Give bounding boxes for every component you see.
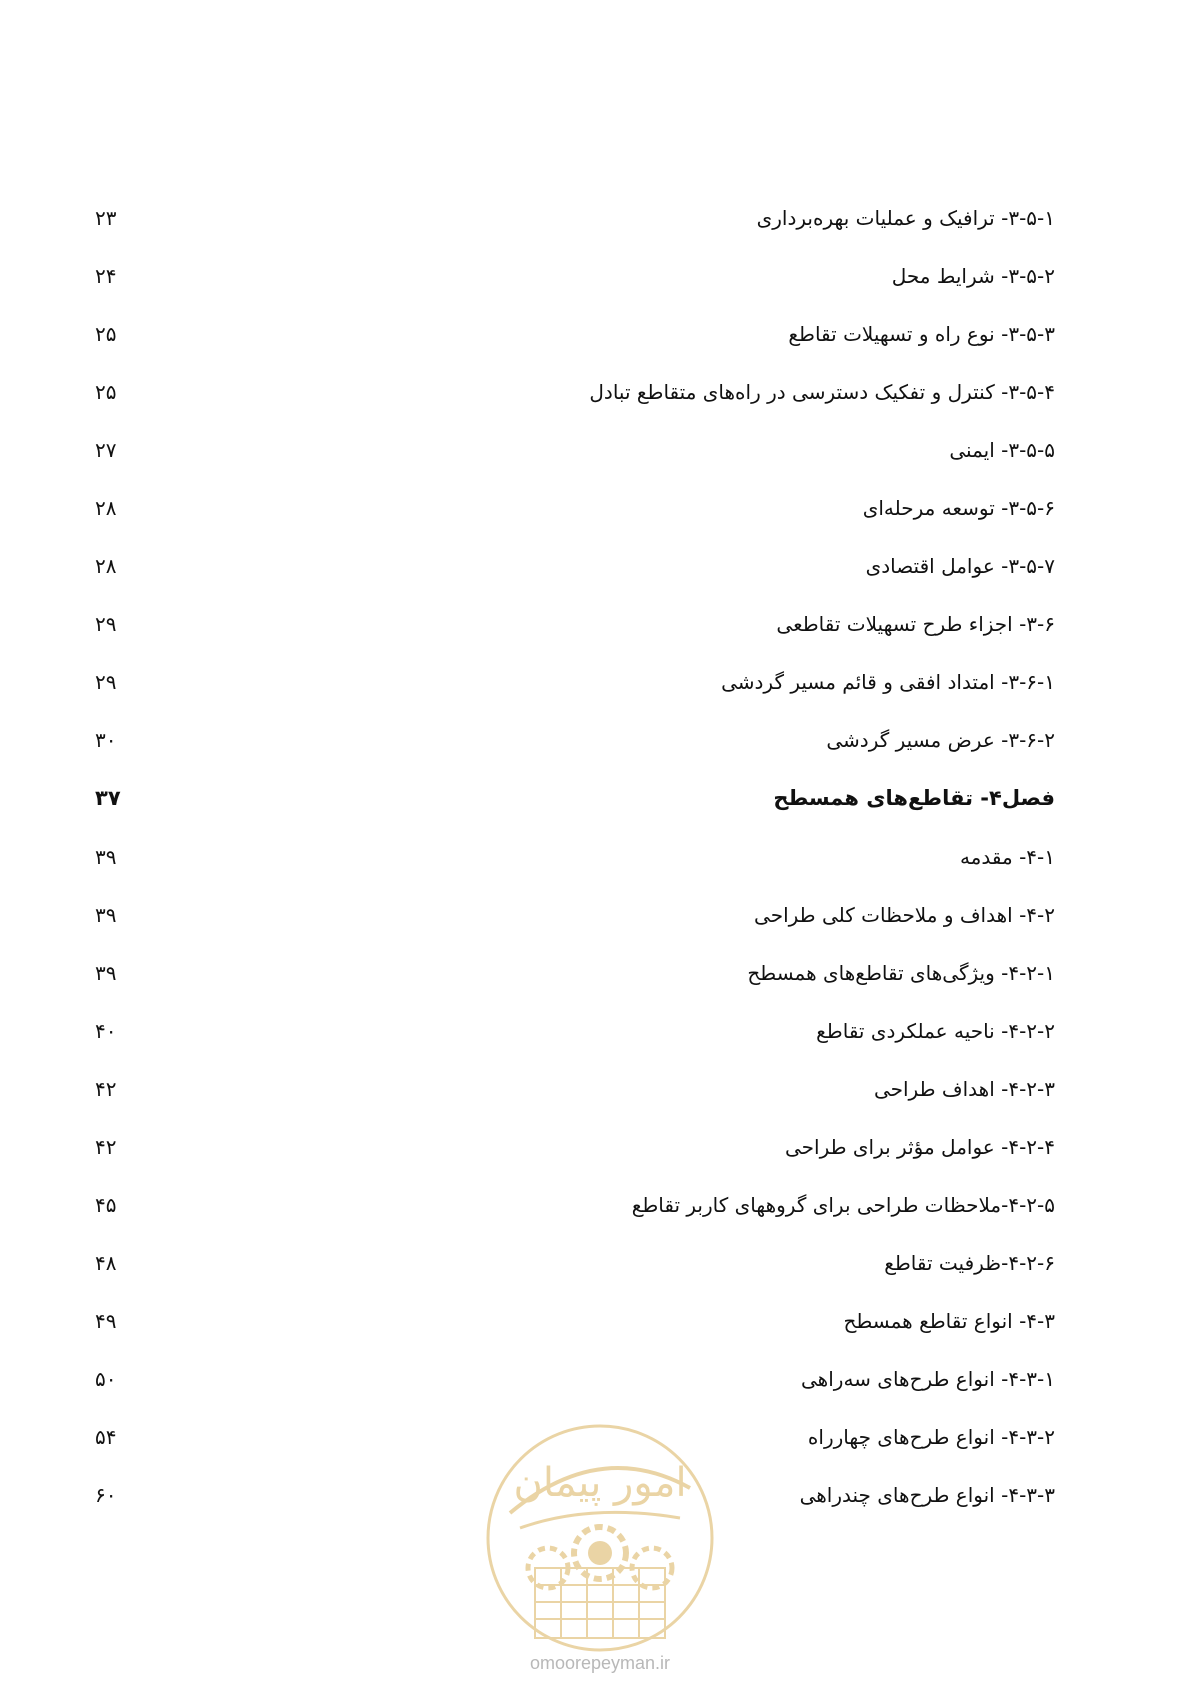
toc-entry-page-number: ۳۹ <box>95 960 117 985</box>
toc-row <box>95 960 1055 1018</box>
toc-entry-page-number: ۲۸ <box>95 554 117 579</box>
toc-entry-title: ۳-۵-۵- ایمنی <box>949 438 1055 463</box>
toc-entry-title: ۴-۲-۶-ظرفیت تقاطع <box>884 1250 1055 1275</box>
toc-entry-title: ۳-۶- اجزاء طرح تسهیلات تقاطعی <box>776 612 1055 637</box>
toc-row <box>95 1250 1055 1308</box>
toc-entry-title: ۳-۶-۲- عرض مسیر گردشی <box>826 728 1055 753</box>
toc-entry-title: ۴-۱- مقدمه <box>959 844 1055 869</box>
toc-entry-page-number: ۴۲ <box>95 1134 117 1159</box>
toc-row <box>95 1018 1055 1076</box>
toc-entry-page-number: ۴۹ <box>95 1308 117 1333</box>
toc-row <box>95 321 1055 379</box>
toc-row <box>95 437 1055 495</box>
toc-row <box>95 1308 1055 1366</box>
watermark-url: omoorepeyman.ir <box>529 1653 671 1673</box>
toc-entry-title: ۴-۲-۴- عوامل مؤثر برای طراحی <box>784 1134 1055 1159</box>
toc-row <box>95 379 1055 437</box>
toc-entry-title: ۴-۲-۱- ویژگی‌های تقاطع‌های همسطح <box>747 960 1055 985</box>
toc-entry-page-number: ۳۷ <box>95 786 121 811</box>
toc-entry-title: ۳-۵-۳- نوع راه و تسهیلات تقاطع <box>788 322 1055 347</box>
table-of-contents <box>95 205 1055 1540</box>
toc-entry-title: ۴-۲-۲- ناحیه عملکردی تقاطع <box>816 1018 1055 1043</box>
toc-entry-title: ۳-۵-۱- ترافیک و عملیات بهره‌برداری <box>756 206 1055 230</box>
watermark-logo <box>480 1418 720 1658</box>
toc-entry-page-number: ۲۴ <box>95 264 117 289</box>
toc-entry-page-number: ۵۴ <box>95 1424 117 1449</box>
toc-entry-page-number: ۳۹ <box>95 844 117 869</box>
toc-row <box>95 495 1055 553</box>
toc-entry-title: ۳-۵-۶- توسعه مرحله‌ای <box>862 496 1055 521</box>
toc-entry-title: ۴-۳-۳- انواع طرح‌های چندراهی <box>799 1483 1055 1508</box>
toc-entry-page-number: ۲۹ <box>95 612 117 637</box>
toc-entry-page-number: ۲۸ <box>95 496 117 521</box>
toc-row <box>95 669 1055 727</box>
toc-entry-page-number: ۲۹ <box>95 670 117 695</box>
toc-entry-page-number: ۲۵ <box>95 322 117 347</box>
toc-entry-page-number: ۲۷ <box>95 438 117 463</box>
toc-row <box>95 1134 1055 1192</box>
toc-entry-page-number: ۲۵ <box>95 380 117 405</box>
toc-row <box>95 1366 1055 1424</box>
toc-row <box>95 1192 1055 1250</box>
toc-row <box>95 1076 1055 1134</box>
toc-entry-title: ۳-۵-۴- کنترل و تفکیک دسترسی در راه‌های متقاطع تبادل <box>589 380 1055 405</box>
toc-entry-page-number: ۶۰ <box>95 1483 117 1508</box>
toc-entry-page-number: ۴۲ <box>95 1076 117 1101</box>
toc-row <box>95 844 1055 902</box>
toc-row <box>95 611 1055 669</box>
toc-entry-title: ۴-۳-۲- انواع طرح‌های چهارراه <box>807 1424 1055 1449</box>
toc-entry-title: ۴-۳-۱- انواع طرح‌های سه‌راهی <box>801 1366 1055 1391</box>
toc-entry-title: فصل۴- تقاطع‌های همسطح <box>773 786 1055 811</box>
svg-text:امور پیمان: امور پیمان <box>513 1460 687 1506</box>
toc-entry-page-number: ۴۰ <box>95 1018 117 1043</box>
toc-entry-title: ۴-۲-۵-ملاحظات طراحی برای گروههای کاربر تقاطع <box>631 1192 1055 1217</box>
toc-entry-page-number: ۵۰ <box>95 1366 117 1391</box>
toc-chapter-row <box>95 785 1055 843</box>
toc-row <box>95 727 1055 785</box>
toc-entry-title: ۴-۲-۳- اهداف طراحی <box>873 1076 1055 1101</box>
toc-entry-title: ۳-۶-۱- امتداد افقی و قائم مسیر گردشی <box>721 670 1055 695</box>
toc-entry-page-number: ۴۵ <box>95 1192 117 1217</box>
toc-entry-title: ۴-۲- اهداف و ملاحظات کلی طراحی <box>754 902 1055 927</box>
toc-row <box>95 205 1055 263</box>
toc-entry-page-number: ۳۹ <box>95 902 117 927</box>
toc-entry-title: ۳-۵-۲- شرایط محل <box>891 264 1055 289</box>
toc-entry-title: ۳-۵-۷- عوامل اقتصادی <box>865 554 1055 579</box>
toc-entry-page-number: ۲۳ <box>95 206 117 230</box>
toc-row <box>95 263 1055 321</box>
toc-row <box>95 902 1055 960</box>
toc-entry-page-number: ۳۰ <box>95 728 117 753</box>
toc-entry-page-number: ۴۸ <box>95 1250 117 1275</box>
toc-entry-title: ۴-۳- انواع تقاطع همسطح <box>843 1308 1055 1333</box>
toc-row <box>95 553 1055 611</box>
